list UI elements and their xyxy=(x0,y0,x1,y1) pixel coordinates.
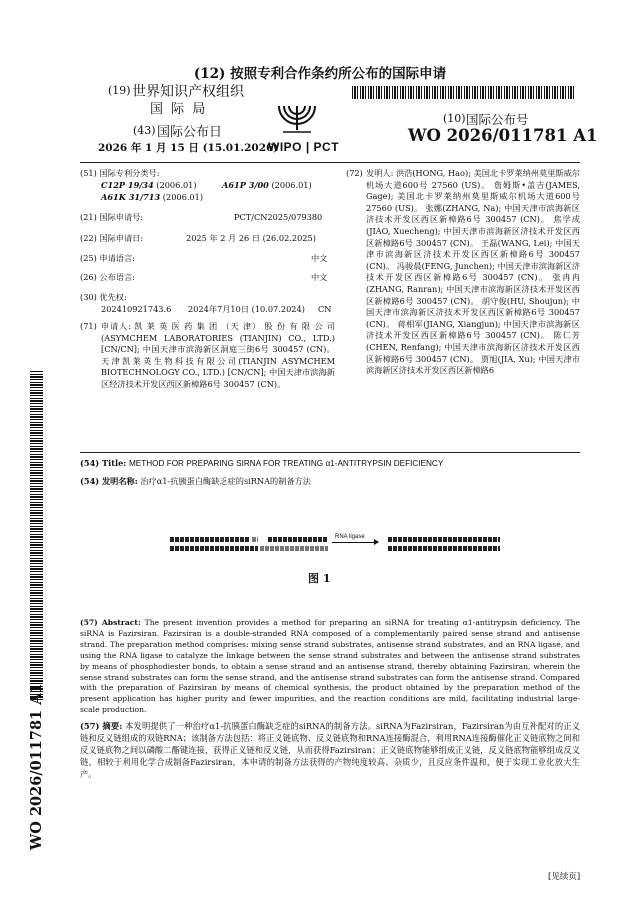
ligation-figure xyxy=(170,534,500,558)
antisense-product xyxy=(388,546,500,551)
title-en-code: (54) Title: xyxy=(80,458,127,468)
abstract-en xyxy=(80,618,580,716)
applicant-text: 申请人: 凯 莱 英 医 药 集 团 （天 津） 股 份 有 限 公 司 (ASYMCHEM LABORATORIES (TIANJIN) CO., LTD.) [CN/CN]; 中国天津市滨海新区洞庭三街6号 300457 (CN)。 天津凯莱英生物科技有限公司(TIANJIN ASYMCHEM BIOTECHNOLOGY CO., LTD.) [CN/CN]; 中国天津市滨海新区经济技术开发区西区新樟路6号 300457 (CN)。 xyxy=(101,321,335,389)
priority-country: CN xyxy=(318,304,332,314)
ipc-label: (51) 国际专利分类号: xyxy=(80,168,160,178)
pubdate-value: 2026 年 1 月 15 日 (15.01.2026) xyxy=(98,142,279,154)
ipc-class-3: A61K 31/713 xyxy=(101,192,161,202)
ipc-class-3-date: (2006.01) xyxy=(162,192,204,202)
abstract-zh-label: (57) 摘要: xyxy=(80,721,123,731)
continued-marker: [见续页] xyxy=(548,872,581,882)
appno-label: (21) 国际申请号: xyxy=(80,212,144,222)
arrow-head-icon xyxy=(374,539,379,545)
ligase-label: RNA ligase xyxy=(335,534,365,540)
org-bureau: 国 际 局 xyxy=(150,102,208,117)
pubdate-code: (43) xyxy=(133,124,156,137)
sense-substrate-2 xyxy=(268,537,328,542)
filing-language-value: 中文 xyxy=(311,253,328,263)
side-publication-number: WO 2026/011781 A1 xyxy=(28,683,45,850)
substrate-junction-1 xyxy=(252,537,258,542)
title-en: METHOD FOR PREPARING SIRNA FOR TREATING α1-ANTITRYPSIN DEFICIENCY xyxy=(128,459,444,468)
publication-language-label: (26) 公布语言: xyxy=(80,272,135,282)
org-name: 世界知识产权组织 xyxy=(132,84,244,100)
pubdate-label: 国际公布日 xyxy=(157,125,223,140)
antisense-substrate-1 xyxy=(170,546,258,551)
document-type-heading: (12) 按照专利合作条约所公布的国际申请 xyxy=(193,66,447,82)
ipc-class-2-date: (2006.01) xyxy=(271,180,312,190)
title-zh-code: (54) 发明名称: xyxy=(80,476,138,486)
header-barcode xyxy=(352,86,576,99)
filing-language-label: (25) 申请语言: xyxy=(80,253,135,263)
sense-substrate-1 xyxy=(170,537,250,542)
priority-date: 2024年7月10日 (10.07.2024) xyxy=(188,304,305,314)
antisense-substrate-2 xyxy=(260,546,328,551)
inventor-text: 发明人: 洪浩(HONG, Hao); 美国北卡罗莱纳州莫里斯威尔机场大道600号 27560 (US)。 詹姆斯•盖吉(JAMES, Gage); 美国北卡罗莱纳州莫里斯威尔机场大道600号 27560 (US)。 张娜(ZHANG, Na); 中国天津市滨海新区济技术开发区西区新樟路6号 300457 (CN)。 焦学成(JIAO, Xuecheng); 中国天津市滨海新区济技术开发区西区新樟路6号 300457 (CN)。 王磊(WANG, Lei); 中国天津市滨海新区济技术开发区西区新樟路6号 300457 (CN)。 冯骏晨(FENG, Junchen); 中国天津市滨海新区济技术开发区西区新樟路6号 300457 (CN)。 张冉冉(ZHANG, Ranran); 中国天津市滨海新区济技术开发区西区新樟路6号 300457 (CN)。 胡守俊(HU, Shoujun); 中国天津市滨海新区济技术开发区西区新樟路6号 300457 (CN)。 蒋相军(JIANG, Xiangjun); 中国天津市滨海新区济技术开发区西区新樟路6号 300457 (CN)。 陈仁芳(CHEN, Renfang); 中国天津市滨海新区济技术开发区西区新樟路6号 300457 (CN)。 贾旭(JIA, Xu); 中国天津市滨海新区济技术开发区西区新樟路6 xyxy=(366,168,580,376)
abstract-en-label: (57) Abstract: xyxy=(80,618,141,627)
bib-divider xyxy=(80,452,580,453)
abstract-zh-text: 本发明提供了一种治疗α1-抗胰蛋白酶缺乏症的siRNA的制备方法。siRNA为Fazirsiran，Fazirsiran为由互补配对的正义链和反义链组成的双链RNA；该制备方法包括：将正义链底物、反义链底物和RNA连接酶混合，利用RNA连接酶催化正义链底物之间和反义链底物之间以磷酸二酯键连接，获得正义链和反义链，从而获得Fazirsiran；正义链底物能够组成正义链，反义链底物能够组成反义链。相较于利用化学合成制备Fazirsiran，本申请的制备方法获得的产物纯度较高、杂质少，且反应条件温和，便于实现工业化放大生产。 xyxy=(80,721,580,779)
pubno-value: WO 2026/011781 A1 xyxy=(408,126,598,145)
inventor-code: (72) xyxy=(346,168,363,178)
publication-language-value: 中文 xyxy=(311,272,328,282)
appno-value: PCT/CN2025/079380 xyxy=(234,212,323,222)
org-code: (19) xyxy=(108,84,131,97)
reaction-arrow xyxy=(332,542,378,543)
abstract-zh xyxy=(80,720,580,780)
pubno-label: 国际公布号 xyxy=(466,112,529,127)
filedate-label: (22) 国际申请日: xyxy=(80,233,144,243)
ipc-class-1-date: (2006.01) xyxy=(156,180,197,190)
priority-number: 202410921743.6 xyxy=(101,304,172,314)
priority-label: (30) 优先权: xyxy=(80,292,127,302)
abstract-en-text: The present invention provides a method for preparing an siRNA for treating α1-antitrypsin deficiency. The siRNA is Fazirsiran. Fazirsiran is a double-stranded RNA composed of a complementarily paired sense strand and antisense strand. The preparation method comprises: mixing sense strand substrates, antisense strand substrates, and an RNA ligase, and using the RNA ligase to catalyze the linkage between the sense strand substrates and between the antisense strand substrates by means of phosphodiester bonds, to obtain a sense strand and an antisense strand, thereby obtaining Fazirsiran, wherein the sense strand substrates can form the sense strand, and the antisense strand substrates can form the antisense strand. Compared with the preparation of Fazirsiran by means of chemical synthesis, the product obtained by the preparation method of the present application has higher purity and fewer impurities, and the reaction conditions are mild, facilitating industrial large-scale production. xyxy=(80,618,580,715)
ipc-class-1: C12P 19/34 xyxy=(101,180,154,190)
wipo-pct-logo: WIPO | PCT xyxy=(268,140,340,154)
applicant-code: (71) xyxy=(80,321,97,331)
sense-product xyxy=(388,537,500,542)
ipc-class-2: A61P 3/00 xyxy=(222,180,269,190)
wipo-emblem-icon xyxy=(273,102,321,140)
header-divider xyxy=(80,162,580,163)
title-zh: 治疗α1-抗胰蛋白酶缺乏症的siRNA的制备方法 xyxy=(140,476,311,486)
filedate-value: 2025 年 2 月 26 日 (26.02.2025) xyxy=(186,233,316,243)
figure-caption: 图 1 xyxy=(308,572,331,585)
pubno-code: (10) xyxy=(443,112,466,125)
